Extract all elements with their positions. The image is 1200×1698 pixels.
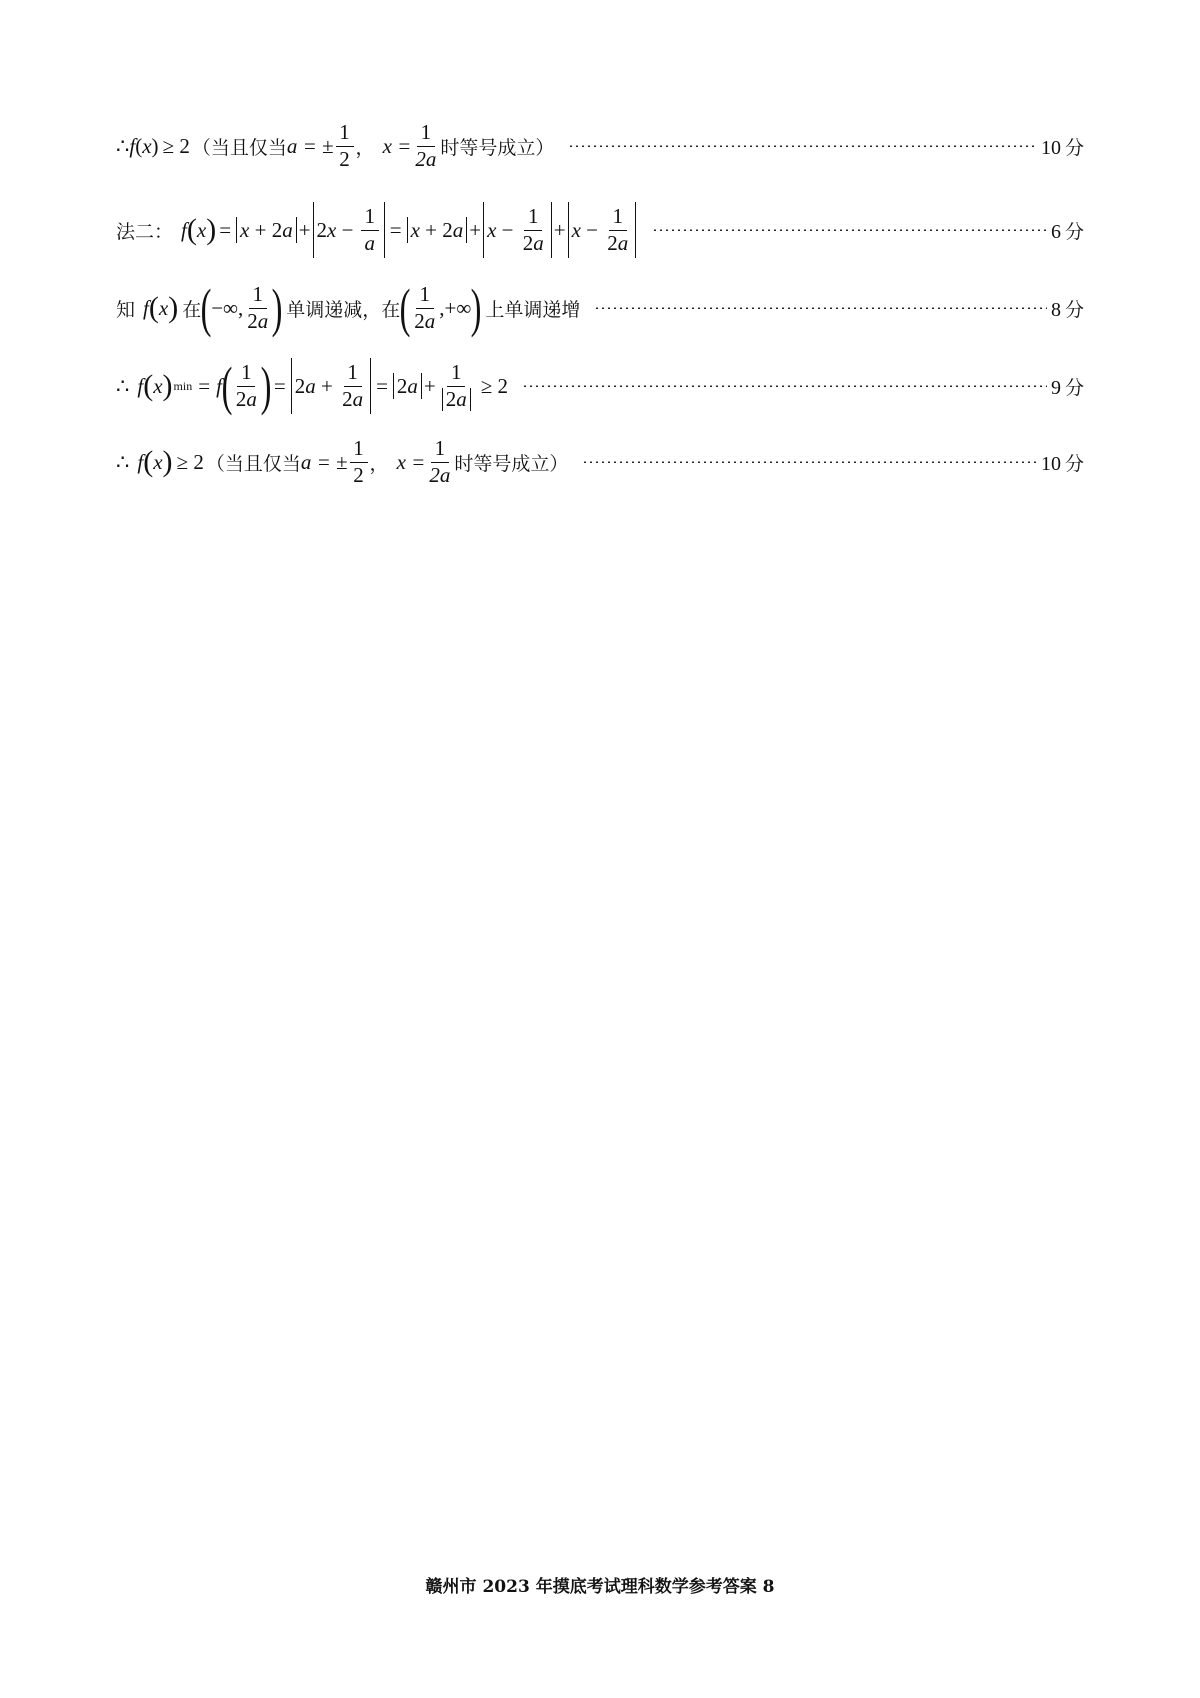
function-f: f xyxy=(129,133,136,158)
abs-x-plus-2a-2: x + 2 a xyxy=(407,217,468,243)
therefore-symbol: ∴ xyxy=(116,133,130,158)
fraction-half: $\frac{1}{2}$ xyxy=(336,121,354,171)
interval-right: ,+∞ xyxy=(439,295,472,320)
interval-left: −∞, xyxy=(211,295,244,320)
dot-leader xyxy=(568,145,1037,147)
fraction-one-over-abs-2a: 1 2 a xyxy=(438,361,475,411)
condition-close: 时等号成立） xyxy=(440,136,555,159)
solution-line-2: 法二： f ( x ) = x + 2 a + 2 x − $\frac{1}{a}$ = x + 2 a + x − $\frac{1}{2a}$ + x − $\frac{1}{2a}$ 6 分 xyxy=(116,194,1084,266)
method-two-label: 法二： xyxy=(116,220,174,243)
score-label: 10 分 xyxy=(1040,452,1084,475)
solution-line-3: 知 f ( x ) 在 ( −∞, $\frac{1}{2a}$ ) 单调递减，在 ( $\frac{1}{2a}$ ,+∞ ) 上单调递增 8 分 xyxy=(116,278,1084,338)
score-label: 9 分 xyxy=(1050,376,1084,399)
fraction-one-over-2a: $\frac{1}{2a}$ xyxy=(415,119,437,171)
dot-leader xyxy=(652,229,1047,231)
dot-leader xyxy=(582,461,1037,463)
condition-open: （当且仅当 xyxy=(191,136,287,159)
solution-line-5: ∴ f ( x ) ≥ 2 （当且仅当 a = ± $\frac{1}{2}$ ， x = $\frac{1}{2a}$ 时等号成立） 10 分 xyxy=(116,435,1084,487)
score-label: 8 分 xyxy=(1050,298,1084,321)
solution-line-4: ∴ f ( x ) min = f ( $\frac{1}{2a}$ ) = 2 a + $\frac{1}{2a}$ = 2 a + 1 2 a ≥ 2 9 分 xyxy=(116,356,1084,416)
abs-2a: 2 a xyxy=(393,373,422,399)
abs-2a-plus-1-over-2a: 2 a + $\frac{1}{2a}$ xyxy=(291,358,371,414)
increasing-text: 上单调递增 xyxy=(485,298,581,321)
inequality: ≥ 2 xyxy=(162,133,190,158)
abs-x-plus-2a: x + 2 a xyxy=(236,217,297,243)
decreasing-text: 单调递减，在 xyxy=(286,298,401,321)
page-footer: 赣州市 2023 年摸底考试理科数学参考答案 8 xyxy=(425,1577,775,1597)
a-equals: a = ± xyxy=(286,133,334,158)
abs-x-minus-1-over-2a-2: x − $\frac{1}{2a}$ xyxy=(568,202,637,258)
dot-leader xyxy=(522,385,1047,387)
score-label: 6 分 xyxy=(1050,220,1084,243)
abs-x-minus-1-over-2a: x − $\frac{1}{2a}$ xyxy=(483,202,552,258)
abs-2x-minus-1-over-a: 2 x − $\frac{1}{a}$ xyxy=(313,202,385,258)
solution-line-1: ∴ f ( x ) ≥ 2 （当且仅当 a = ± $\frac{1}{2}$ ， x = $\frac{1}{2a}$ 时等号成立） 10 分 xyxy=(116,119,1084,171)
x-equals: x = xyxy=(382,133,412,158)
score-label: 10 分 xyxy=(1040,136,1084,159)
dot-leader xyxy=(594,307,1047,309)
